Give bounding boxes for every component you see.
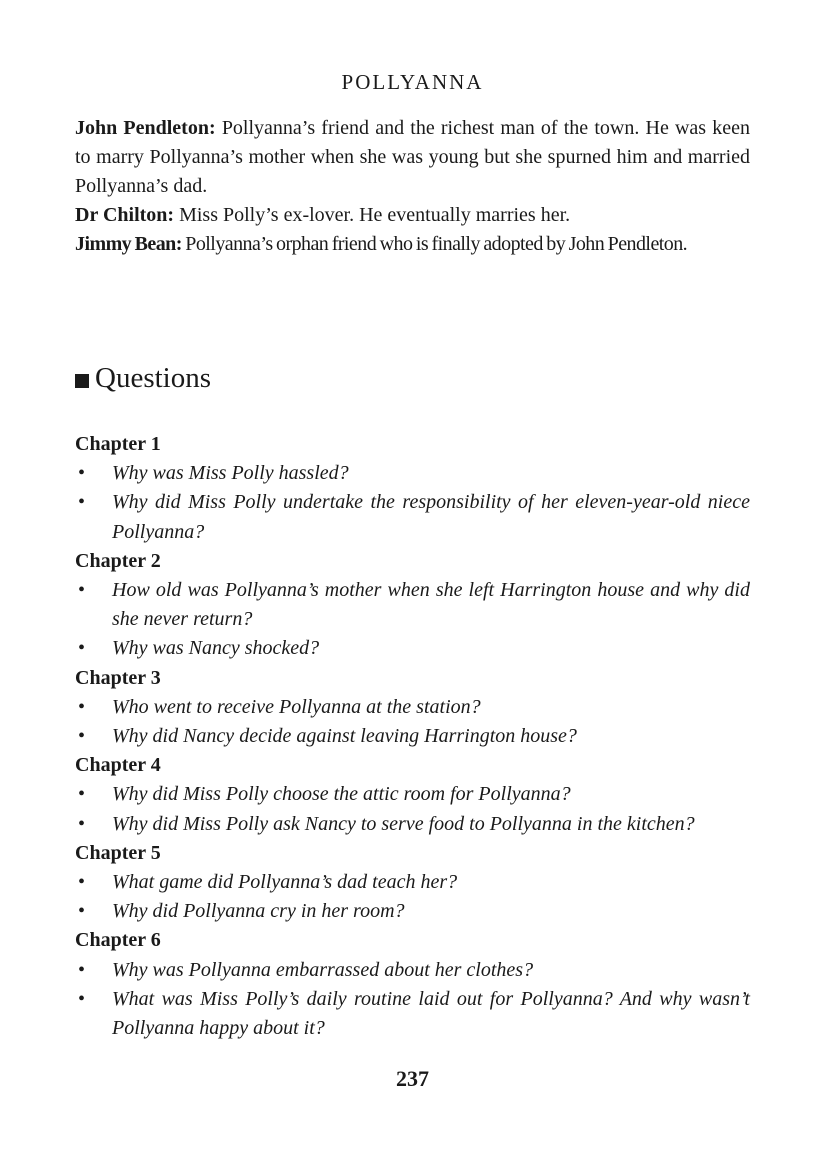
chapter-title: Chapter 4 — [75, 754, 161, 777]
bullet-icon: • — [78, 783, 86, 806]
bullet-icon: • — [78, 987, 86, 1010]
question-item — [75, 459, 750, 488]
bullet-icon: • — [78, 812, 86, 835]
questions-list — [75, 430, 750, 1043]
question-item — [75, 488, 750, 546]
bullet-icon: • — [78, 579, 86, 602]
bullet-icon: • — [78, 491, 86, 514]
character-description: Pollyanna’s friend and the richest man of the town. He was keen to marry Pollyanna’s mother when she was young but she spurned him and married Pollyanna’s dad. — [75, 117, 751, 197]
chapter-block — [75, 839, 750, 927]
question-text: Why did Miss Polly undertake the responsibility of her eleven-year-old niece Pollyanna? — [112, 491, 750, 543]
running-head: POLLYANNA — [341, 70, 484, 94]
question-item — [75, 985, 750, 1043]
question-item — [75, 780, 750, 809]
character-description: Pollyanna’s orphan friend who is finally adopted by John Pendleton. — [185, 233, 688, 255]
character-name: John Pendleton: — [75, 117, 216, 139]
bullet-icon: • — [78, 958, 86, 981]
question-item — [75, 576, 750, 634]
question-text: Why did Miss Polly ask Nancy to serve food to Pollyanna in the kitchen? — [112, 812, 695, 835]
bullet-icon: • — [78, 637, 86, 660]
character-description: Miss Polly’s ex-lover. He eventually marries her. — [179, 204, 571, 226]
question-text: Why did Pollyanna cry in her room? — [112, 900, 405, 923]
character-name: Jimmy Bean: — [75, 233, 182, 255]
question-item — [75, 722, 750, 751]
square-bullet-icon — [75, 374, 89, 388]
question-text: What game did Pollyanna’s dad teach her? — [112, 871, 458, 894]
bullet-icon: • — [78, 871, 86, 894]
question-item — [75, 868, 750, 897]
question-text: What was Miss Polly’s daily routine laid out for Pollyanna? And why wasn’t Pollyanna happy about it? — [112, 987, 750, 1040]
character-entry — [75, 201, 750, 230]
chapter-title: Chapter 5 — [75, 841, 161, 864]
question-item — [75, 956, 750, 985]
character-name: Dr Chilton: — [75, 204, 175, 226]
character-entry — [75, 230, 750, 259]
chapter-block — [75, 664, 750, 752]
question-item — [75, 810, 750, 839]
chapter-title: Chapter 3 — [75, 666, 161, 689]
question-text: Who went to receive Pollyanna at the station? — [112, 695, 481, 718]
question-text: Why was Miss Polly hassled? — [112, 462, 349, 485]
question-item — [75, 897, 750, 926]
question-text: Why did Miss Polly choose the attic room for Pollyanna? — [112, 783, 571, 806]
question-item — [75, 634, 750, 663]
section-heading-text: Questions — [95, 362, 211, 394]
page-number: 237 — [396, 1066, 429, 1091]
chapter-block — [75, 926, 750, 1043]
bullet-icon: • — [78, 900, 86, 923]
chapter-block — [75, 430, 750, 547]
bullet-icon: • — [78, 725, 86, 748]
bullet-icon: • — [78, 462, 86, 485]
chapter-title: Chapter 1 — [75, 433, 161, 455]
bullet-icon: • — [78, 695, 86, 718]
question-text: Why was Nancy shocked? — [112, 637, 320, 660]
question-text: Why was Pollyanna embarrassed about her clothes? — [112, 958, 534, 981]
question-item — [75, 693, 750, 722]
character-entry — [75, 114, 750, 201]
section-heading — [75, 362, 211, 395]
character-list — [75, 114, 750, 259]
chapter-title: Chapter 2 — [75, 549, 161, 572]
chapter-block — [75, 547, 750, 664]
chapter-block — [75, 751, 750, 839]
question-text: How old was Pollyanna’s mother when she left Harrington house and why did she never return? — [112, 579, 750, 631]
chapter-title: Chapter 6 — [75, 929, 161, 952]
question-text: Why did Nancy decide against leaving Harrington house? — [112, 725, 577, 748]
